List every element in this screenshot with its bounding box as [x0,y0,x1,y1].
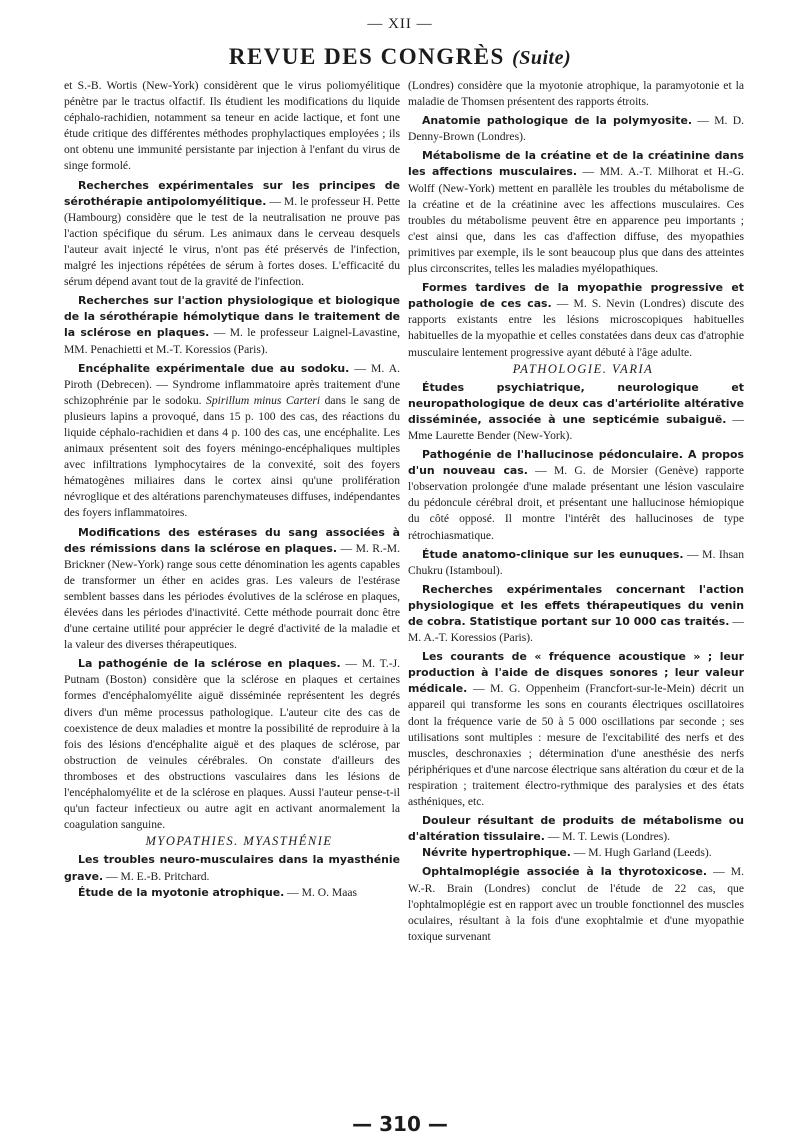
abstract-heading: Anatomie pathologique de la polymyosite. [422,114,692,128]
abstract-entry: Formes tardives de la myopathie progressive et pathologie de ces cas. — M. S. Nevin (Londres) discute des rapports existants entre les lésions microscopiques habituelles habituelles de la myopathie et celles constatées dans deux cas d'atrophie musculaire lentement progressive ayant débuté à l'âge adulte. [408,281,744,359]
abstract-entry: Étude anatomo-clinique sur les eunuques. — M. Ihsan Chukru (Istamboul). [408,547,744,577]
abstract-entry: Étude de la myotonie atrophique. — M. O. Maas [78,885,358,899]
title-main: REVUE DES CONGRÈS [228,44,505,69]
abstract-heading: Formes tardives de la myopathie progressive et pathologie de ces cas. [408,281,744,311]
abstract-entry: Les troubles neuro-musculaires dans la myasthénie grave. — M. E.-B. Pritchard. [64,853,400,883]
abstract-entry: Recherches sur l'action physiologique et biologique de la sérothérapie hémolytique dans le traitement de la sclérose en plaques. — M. le professeur Laignel-Lavastine, MM. Penachietti et M.-T. Koressios (Paris). [64,294,400,356]
abstract-entry: Études psychiatrique, neurologique et neuropathologique de deux cas d'artériolite altérative disséminée, associée à une septicémie subaiguë. — Mme Laurette Bender (New-York). [408,380,744,442]
abstract-entry: Recherches expérimentales sur les principes de sérothérapie antipolomyélitique. — M. le professeur H. Pette (Hambourg) considère que le test de la neutralisation ne prouve pas l'action spécifique du sérum. Les animaux dans le cerveau desquels l'auteur avait injecté le virus, n'ont pas été préservés de l'infection, malgré les injections répétées de sérum à fortes doses. L'efficacité du sérum dépend avant tout de la gravité de l'infection. [64,178,400,289]
abstract-entry: Anatomie pathologique de la polymyosite. — M. D. Denny-Brown (Londres). [408,114,744,144]
abstract-heading: Recherches expérimentales sur les principes de sérothérapie antipolomyélitique. [64,178,400,208]
abstract-heading: La pathogénie de la sclérose en plaques. [78,657,341,671]
abstract-heading: Pathogénie de l'hallucinose pédonculaire. A propos d'un nouveau cas. [408,448,744,478]
abstract-entry: Douleur résultant de produits de métabolisme ou d'altération tissulaire. — M. T. Lewis (Londres). [408,814,744,844]
abstract-entry: Métabolisme de la créatine et de la créatinine dans les affections musculaires. — MM. A.-T. Milhorat et H.-G. Wolff (New-York) mettent en parallèle les troubles du métabolisme de la créatine et de la créatinine avec les affections musculaires. Ces troubles du métabolisme peuvent être en apparence peu importants ; c'est ainsi que, dans les cas d'affection diffuse, des myopathies primitives par exemple, ils le sont beaucoup plus que dans des atteintes plus circonscrites, telles les maladies myélopathiques. [408,149,744,276]
abstract-heading: Ophtalmoplégie associée à la thyrotoxicose. [422,865,708,879]
abstract-entry: Modifications des estérases du sang associées à des rémissions dans la sclérose en plaques. — M. R.-M. Brickner (New-York) range sous cette dénomination les agents capables de transformer un éther en acides gras. Les valeurs de l'estérase semblent basses dans les périodes évolutives de la sclérose en plaques, élevées dans les périodes d'inactivité. Cette méthode pourrait donc être d'une certaine utilité pour apprécier le degré d'activité de la maladie et la valeur des diverses thérapeutiques. [64,525,400,652]
abstract-entry: Névrite hypertrophique. — M. Hugh Garland (Leeds). [422,846,712,860]
abstract-entry: Ophtalmoplégie associée à la thyrotoxicose. — M. W.-R. Brain (Londres) conclut de l'étude de 22 cas, que l'ophtalmoplégie est en rapport avec un trouble fonctionnel des muscles oculaires, résultant à la fois d'une exophtalmie et d'une myopathie toxique survenant [408,865,744,943]
abstract-heading: Recherches expérimentales concernant l'action physiologique et les effets thérapeutiques du venin de cobra. Statistique portant sur 10 000 cas traités. [408,582,744,628]
abstract-heading: Étude de la myotonie atrophique. [78,885,285,899]
paragraph: (Londres) considère que la myotonie atrophique, la paramyotonie et la maladie de Thomsen présentent des rapports étroits. [408,79,744,109]
title-suite: (Suite) [512,47,572,69]
journal-title [0,44,800,70]
abstract-heading: Modifications des estérases du sang associées à des rémissions dans la sclérose en plaques. [64,525,400,555]
abstract-heading: Les courants de « fréquence acoustique » ; leur production à l'aide de disques sonores ; leur valeur médicale. [408,650,744,696]
abstract-entry: Les courants de « fréquence acoustique » ; leur production à l'aide de disques sonores ; leur valeur médicale. — M. G. Oppenheim (Francfort-sur-le-Mein) décrit un appareil qui transforme les sons en courants électriques oscillatoires dont la fréquence varie de 50 à 5 000 oscillations par seconde ; ses utilisations sont multiples : mesure de l'excitabilité des nerfs et des muscles, deschronaxies ; détermination d'une anesthésie des nerfs périphériques et d'une narcose électrique sans altération du cœur et de la respiration ; traitement électro-rythmique des paralysies et des états asthéniques, etc. [408,650,744,809]
right-column [408,78,744,945]
abstract-heading: Métabolisme de la créatine et de la créatinine dans les affections musculaires. [408,149,744,179]
abstract-entry: Encéphalite expérimentale due au sodoku. — M. A. Piroth (Debrecen). — Syndrome inflammatoire après traitement d'une schizophrénie par le sodoku. Spirillum minus Carteri dans le sang de plusieurs lapins a provoqué, dans 15 p. 100 des cas, des réactions du liquide céphalo-rachidien et dans 4 p. 100 des cas, une encéphalite. Les animaux présentent soit des foyers méningo-encéphaliques multiples avec infiltrations lymphocytaires de la convexité, soit des foyers hématogènes miliaires dans le cortex ainsi qu'une prolifération névroglique et des altérations parenchymateuses diffuses, indépendantes des foyers inflammatoires. [64,361,400,520]
abstract-heading: Recherches sur l'action physiologique et biologique de la sérothérapie hémolytique dans le traitement de la sclérose en plaques. [64,294,400,340]
abstract-heading: Douleur résultant de produits de métabolisme ou d'altération tissulaire. [408,814,744,844]
page-number: — 310 — [352,1112,448,1136]
abstract-heading: Les troubles neuro-musculaires dans la myasthénie grave. [64,853,400,883]
left-column [64,78,400,901]
section-heading: PATHOLOGIE. VARIA [512,361,654,376]
page-roman-numeral: — XII — [367,16,433,32]
abstract-heading: Étude anatomo-clinique sur les eunuques. [422,547,684,561]
species-name: Spirillum minus Carteri [206,393,321,407]
abstract-heading: Névrite hypertrophique. [422,846,571,860]
abstract-entry: Pathogénie de l'hallucinose pédonculaire. A propos d'un nouveau cas. — M. G. de Morsier (Genève) rapporte l'observation prolongée d'une malade présentant une lésion vasculaire du pédoncule cérébral droit, et présentant une hallucinose hémiopique du côté opposé. Il montre l'intérêt des hallucinoses de type rétrochiasmatique. [408,448,744,542]
section-heading: MYOPATHIES. MYASTHÉNIE [145,834,333,849]
paragraph: et S.-B. Wortis (New-York) considèrent que le virus poliomyélitique pénètre par le tractus olfactif. Ils étudient les modifications du liquide céphalo-rachidien, notamment sa teneur en acide lactique, et font une étude critique des différentes méthodes prophylactiques employées ; ils ont obtenu une immunité persistante par injection à l'enfant du virus de singe formolé. [64,79,400,173]
abstract-heading: Études psychiatrique, neurologique et neuropathologique de deux cas d'artériolite altérative disséminée, associée à une septicémie subaiguë. [408,380,744,426]
abstract-heading: Encéphalite expérimentale due au sodoku. [78,361,350,375]
abstract-entry: La pathogénie de la sclérose en plaques. — M. T.-J. Putnam (Boston) considère que la sclérose en plaques et certaines formes d'encéphalomyélite aiguë disséminée représentent les degrés divers d'un même processus pathologique. L'auteur cite des cas de coexistence de deux maladies et montre la possibilité de reproduire à la fois des lésions d'encéphalite aiguë et des plaques de sclérose, par obstruction de veinules cérébrales. On constate d'ailleurs des thromboses et des obstructions vasculaires dans les lésions de l'encéphalomyélite et de la sclérose en plaques. Aussi l'auteur pense-t-il qu'un facteur infectieux ou autre agit en activant anormalement la coagulation sanguine. [64,657,400,832]
abstract-entry: Recherches expérimentales concernant l'action physiologique et les effets thérapeutiques du venin de cobra. Statistique portant sur 10 000 cas traités. — M. A.-T. Koressios (Paris). [408,582,744,645]
